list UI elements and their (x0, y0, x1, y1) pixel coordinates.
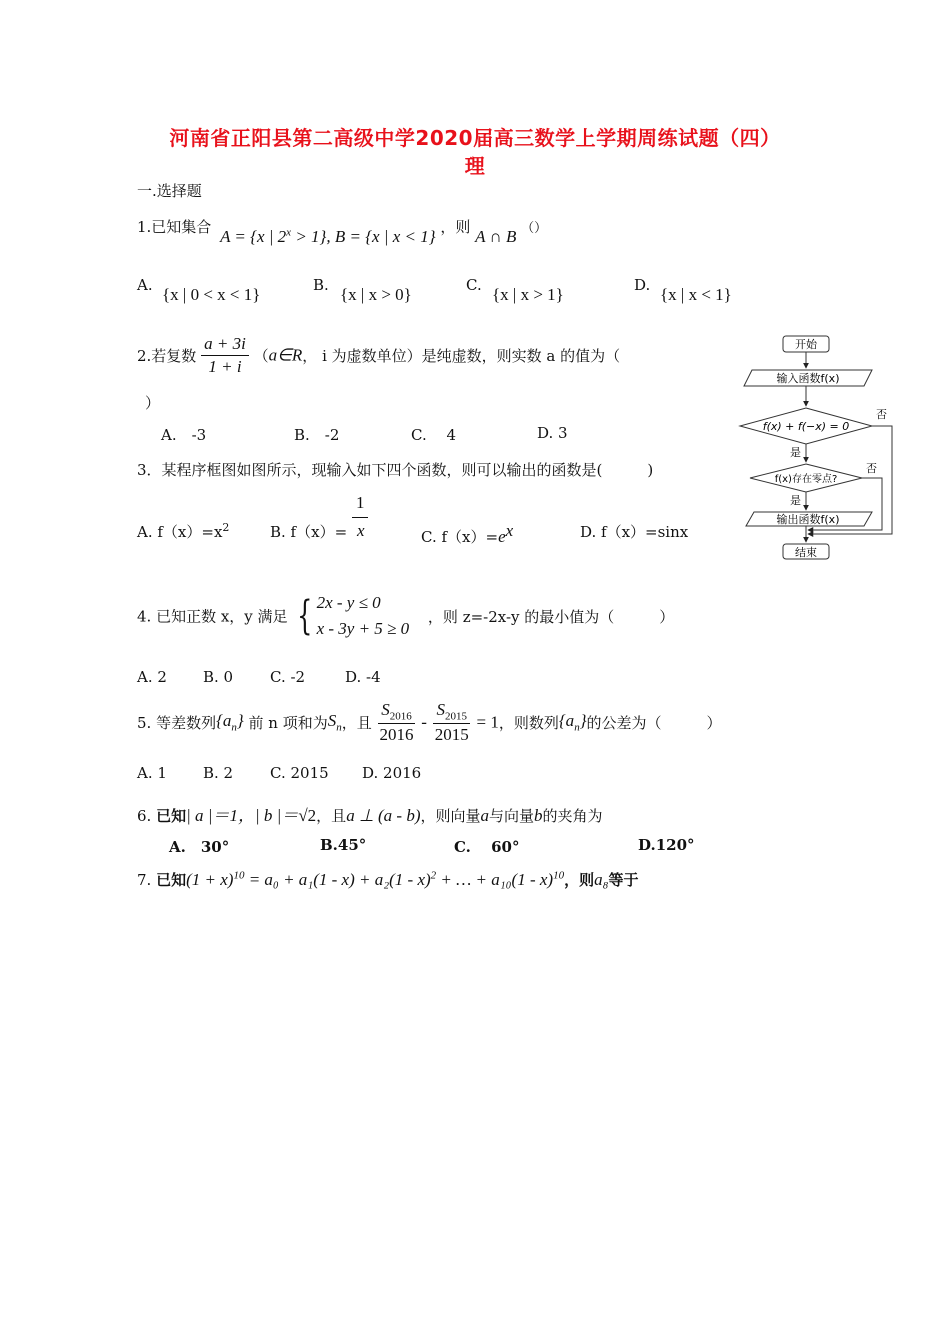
q2-option-d: D. 3 (537, 424, 568, 442)
q7-lhs: (1 + x) (186, 870, 234, 889)
q3-optC-expr: e (498, 527, 506, 546)
question-6 (137, 801, 603, 826)
flowchart (736, 330, 898, 565)
q2-fraction (201, 334, 249, 377)
q1-option-b: B. (313, 276, 329, 294)
q3-optB-den: x (357, 521, 365, 540)
q3-optB-fracline (352, 517, 368, 518)
q3-option-c (421, 521, 513, 547)
q4-ineq1: 2x - y ≤ 0 (316, 593, 381, 612)
q7-rhs2-sup: 10 (553, 869, 565, 882)
q1-sets (220, 227, 435, 246)
q2-frac-num: a + 3i (201, 334, 249, 356)
q5-eq: = 1 (476, 712, 499, 732)
q2-option-a: A. -3 (161, 426, 207, 444)
q2-option-b: B. -2 (294, 426, 340, 444)
flow-yes1: 是 (790, 446, 801, 459)
q3-optA-text: A. f（x）=x (137, 523, 223, 541)
q7-rhs2: + … + a₁₀(1 - x) (436, 870, 554, 889)
section-heading: 一.选择题 (137, 182, 202, 200)
q6-abs-a: | a |＝1， (186, 806, 255, 825)
question-7 (137, 869, 639, 890)
q4-option-c: C. -2 (270, 668, 306, 686)
q1-option-d-text: {x | x < 1} (660, 285, 732, 304)
flow-cond1-label: f(x) + f(−x) = 0 (762, 420, 850, 433)
q5-f2-s: S (436, 700, 445, 719)
q5-seq-close: } (236, 711, 244, 731)
q2-prefix: 2.若复数 (137, 347, 197, 365)
q3-option-d: D. f（x）=sinx (580, 523, 689, 541)
q1-paren: （） (521, 221, 548, 236)
q6-abs-b: | b |＝ (254, 806, 299, 825)
q6-vb: b (534, 806, 543, 825)
q1-setA-tail: > 1}, B = {x | x < 1} (291, 227, 436, 246)
flow-output-label: 输出函数f(x) (776, 513, 840, 526)
q5-mid1: 前 n 项和为 (248, 714, 328, 733)
q5-seq-a: {a (216, 711, 232, 731)
q3-option-a (137, 521, 229, 542)
q6-perp: a ⊥ (a - b) (346, 806, 421, 825)
q6-option-b: B.45° (320, 836, 367, 854)
q5-tail: 的公差为（ ） (586, 714, 722, 733)
q7-lhs-exp: 10 (233, 869, 245, 882)
question-4 (137, 590, 674, 642)
q7-rhs: = a₀ + a₁(1 - x) + a₂(1 - x) (244, 870, 431, 889)
q1-option-d: D. (634, 276, 651, 294)
q2-cond: a∈R (268, 345, 303, 365)
q5-f1-s: S (381, 700, 390, 719)
q1-option-a-text: {x | 0 < x < 1} (162, 285, 261, 304)
q2-paren-open: （ (253, 347, 269, 365)
q4-tail: ，则 z=-2x-y 的最小值为（ ） (427, 607, 675, 626)
flow-yes2: 是 (790, 494, 801, 507)
q6-tail3: 的夹角为 (542, 807, 603, 825)
q1-option-c: C. (466, 276, 482, 294)
flow-no2: 否 (866, 462, 877, 475)
q5-frac2-den: 2015 (434, 725, 469, 745)
q5-f1-sub: 2016 (389, 710, 412, 723)
question-2 (137, 334, 620, 377)
question-3: 3．某程序框图如图所示，现输入如下四个函数，则可以输出的函数是( ) (137, 461, 654, 479)
flow-cond2-label: f(x)存在零点? (774, 474, 838, 485)
q1-mid: ，则 (440, 218, 471, 236)
q5-sn (327, 711, 342, 734)
q5-option-a: A. 1 (137, 764, 167, 782)
q2-frac-den: 1 + i (208, 357, 242, 376)
q5-minus: - (421, 712, 427, 732)
q6-va: a (480, 806, 489, 825)
q4-prefix: 4. 已知正数 x，y 满足 (137, 607, 288, 626)
q4-option-a: A. 2 (137, 668, 167, 686)
q4-option-d: D. -4 (345, 668, 381, 686)
q2-option-c: C. 4 (411, 426, 457, 444)
q6-prefix: 6. (137, 807, 152, 825)
q1-option-b-text: {x | x > 0} (340, 285, 412, 304)
q3-optC-text: C. f（x）= (421, 528, 499, 546)
q3-option-b: B. f（x）= (270, 523, 348, 541)
page-title-line2: 理 (464, 154, 486, 178)
q5-seq2-sub: n (574, 721, 580, 734)
q5-option-c: C. 2015 (270, 764, 329, 782)
q4-option-b: B. 0 (203, 668, 234, 686)
q3-optC-sup: x (505, 521, 514, 540)
q5-seq2-close: } (579, 711, 587, 731)
q1-expr: A ∩ B (475, 227, 517, 246)
q5-frac2 (432, 700, 472, 745)
q5-frac1-den: 2016 (379, 725, 414, 745)
q5-prefix: 5. 等差数列 (137, 714, 217, 733)
q6-option-d: D.120° (638, 836, 695, 854)
q6-sqrt: √2 (298, 806, 317, 825)
flow-no1: 否 (876, 408, 887, 421)
q4-system (317, 590, 410, 642)
q5-seq2-a: {a (558, 711, 575, 731)
q6-known: 已知 (156, 807, 187, 825)
q1-setA: A = {x | 2 (220, 227, 287, 246)
q5-seq-sub: n (231, 721, 237, 734)
q6-tail1: ，则向量 (420, 807, 481, 825)
q7-rhs-sup: 2 (430, 869, 437, 882)
question-5 (137, 700, 722, 745)
q3-optB-num: 1 (356, 493, 365, 512)
q5-mid3: ，则数列 (498, 714, 559, 733)
q1-prefix: 1.已知集合 (137, 218, 212, 236)
q1-setA-sup: x (286, 226, 292, 239)
q6-tail2: 与向量 (489, 807, 535, 825)
q4-ineq2: x - 3y + 5 ≥ 0 (316, 619, 410, 638)
q5-option-b: B. 2 (203, 764, 234, 782)
q5-f2-sub: 2015 (444, 710, 467, 723)
page-title: 河南省正阳县第二高级中学2020届高三数学上学期周练试题（四） (169, 126, 781, 150)
q5-seq (216, 711, 244, 734)
q5-sn-sub: n (336, 721, 342, 734)
q7-a8: a₈ (594, 870, 609, 889)
q5-sn-s: S (327, 711, 337, 731)
q7-equation (186, 870, 564, 889)
flow-end-label: 结束 (795, 546, 817, 559)
q7-known: 已知 (156, 871, 187, 889)
q7-prefix: 7. (137, 871, 152, 889)
q5-frac2-num (433, 700, 470, 724)
q7-tail: ，则 (564, 871, 595, 889)
q5-mid2: ，且 (341, 714, 372, 733)
q5-frac1 (377, 700, 417, 745)
q1-opt-letter: A. (137, 276, 153, 294)
q6-mid: ，且 (316, 807, 347, 825)
q1-option-c-text: {x | x > 1} (492, 285, 564, 304)
flow-start-label: 开始 (795, 338, 817, 351)
q5-seq2 (558, 711, 587, 734)
q3-optA-sup: 2 (222, 521, 230, 534)
q7-tail2: 等于 (608, 871, 639, 889)
q6-option-c: C. 60° (454, 838, 520, 856)
question-1 (137, 216, 548, 246)
q2-mid: ， i 为虚数单位）是纯虚数，则实数 a 的值为（ (302, 347, 621, 365)
q6-option-a: A. 30° (169, 838, 230, 856)
q5-frac1-num (378, 700, 415, 724)
q1-option-a (137, 276, 153, 294)
q5-option-d: D. 2016 (362, 764, 422, 782)
flow-input-label: 输入函数f(x) (776, 372, 840, 385)
q2-close-paren: ） (145, 394, 161, 412)
q4-brace: { (297, 593, 313, 639)
